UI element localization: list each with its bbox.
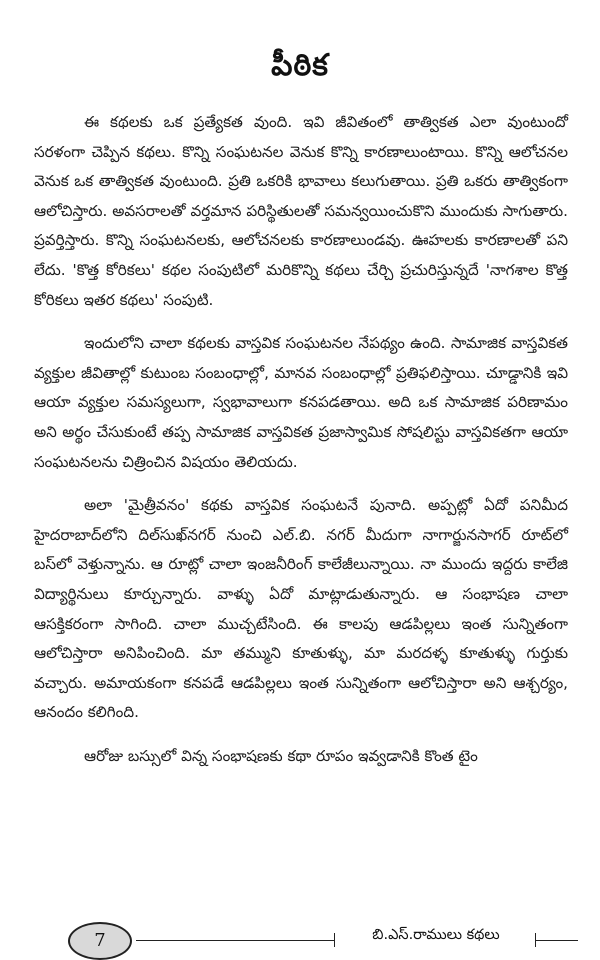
page-footer — [40, 916, 578, 956]
footer-rule-left — [136, 940, 334, 941]
page-title: పీఠిక — [271, 48, 329, 84]
paragraph-3: అలా 'మైత్రీవనం' కథకు వాస్తవిక సంఘటనే పునాది. అప్పట్లో ఏదో పనిమీద హైదరాబాద్‌లోని దిల్‌సుఖ్‌నగర్ నుంచి ఎల్.బి. నగర్ మీదుగా నాగార్జునసాగర్ రూట్‌లో బస్‌లో వెళ్తున్నాను. ఆ రూట్లో చాలా ఇంజనీరింగ్ కాలేజీలున్నాయి. నా ముందు ఇద్దరు కాలేజి విద్యార్థినులు కూర్చున్నారు. వాళ్ళు ఏదో మాట్లాడుతున్నారు. ఆ సంభాషణ చాలా ఆసక్తికరంగా సాగింది. చాలా ముచ్చటేసింది. ఈ కాలపు ఆడపిల్లలు ఇంత సున్నితంగా ఆలోచిస్తారా అనిపించింది. మా తమ్ముని కూతుళ్ళు, మా మరదళ్ళ కూతుళ్ళు గుర్తుకు వచ్చారు. అమాయకంగా కనపడే ఆడపిల్లలు ఇంత సున్నితంగా ఆలోచిస్తారా అని ఆశ్చర్యం, ఆనందం కలిగింది. — [34, 496, 568, 722]
paragraph-2: ఇందులోని చాలా కథలకు వాస్తవిక సంఘటనల నేపథ్యం ఉంది. సామాజిక వాస్తవికత వ్యక్తుల జీవితాల్లో కుటుంబ సంబంధాల్లో, మానవ సంబంధాల్లో ప్రతిఫలిస్తాయి. చూడ్డానికి ఇవి ఆయా వ్యక్తుల సమస్యలుగా, స్వభావాలుగా కనపడతాయి. అది ఒక సామాజిక పరిణామం అని అర్థం చేసుకుంటే తప్ప సామాజిక వాస్తవికత ప్రజాస్వామిక సోషలిస్టు వాస్తవికతగా ఆయా సంఘటనలను చిత్రించిన విషయం తెలియదు. — [34, 334, 568, 471]
footer-rule-right — [536, 940, 578, 941]
paragraph-4: ఆరోజు బస్సులో విన్న సంభాషణకు కథా రూపం ఇవ్వడానికి కొంత టైం — [84, 746, 478, 765]
page-number: 7 — [68, 922, 132, 960]
paragraph-1: ఈ కథలకు ఒక ప్రత్యేకత వుంది. ఇవి జీవితంలో తాత్వికత ఎలా వుంటుందో సరళంగా చెప్పిన కథలు. కొన్ని సంఘటనల వెనుక కొన్ని కారణాలుంటాయి. కొన్ని ఆలోచనల వెనుక ఒక తాత్వికత వుంటుంది. ప్రతి ఒకరికి భావాలు కలుగుతాయి. ప్రతి ఒకరు తాత్వికంగా ఆలోచిస్తారు. అవసరాలతో వర్తమాన పరిస్థితులతో సమన్వయించుకొని ముందుకు సాగుతారు. ప్రవర్తిస్తారు. కొన్ని సంఘటనలకు, ఆలోచనలకు కారణాలుండవు. ఊహలకు కారణాలతో పని లేదు. 'కొత్త కోరికలు' కథల సంపుటిలో మరికొన్ని కథలు చేర్చి ప్రచురిస్తున్నదే 'నాగశాల కొత్త కోరికలు ఇతర కథలు' సంపుటి. — [34, 113, 568, 309]
preface-body — [34, 108, 568, 785]
running-head: బి.ఎస్.రాములు కథలు — [372, 927, 500, 943]
footer-rule-tick-left — [334, 933, 335, 947]
